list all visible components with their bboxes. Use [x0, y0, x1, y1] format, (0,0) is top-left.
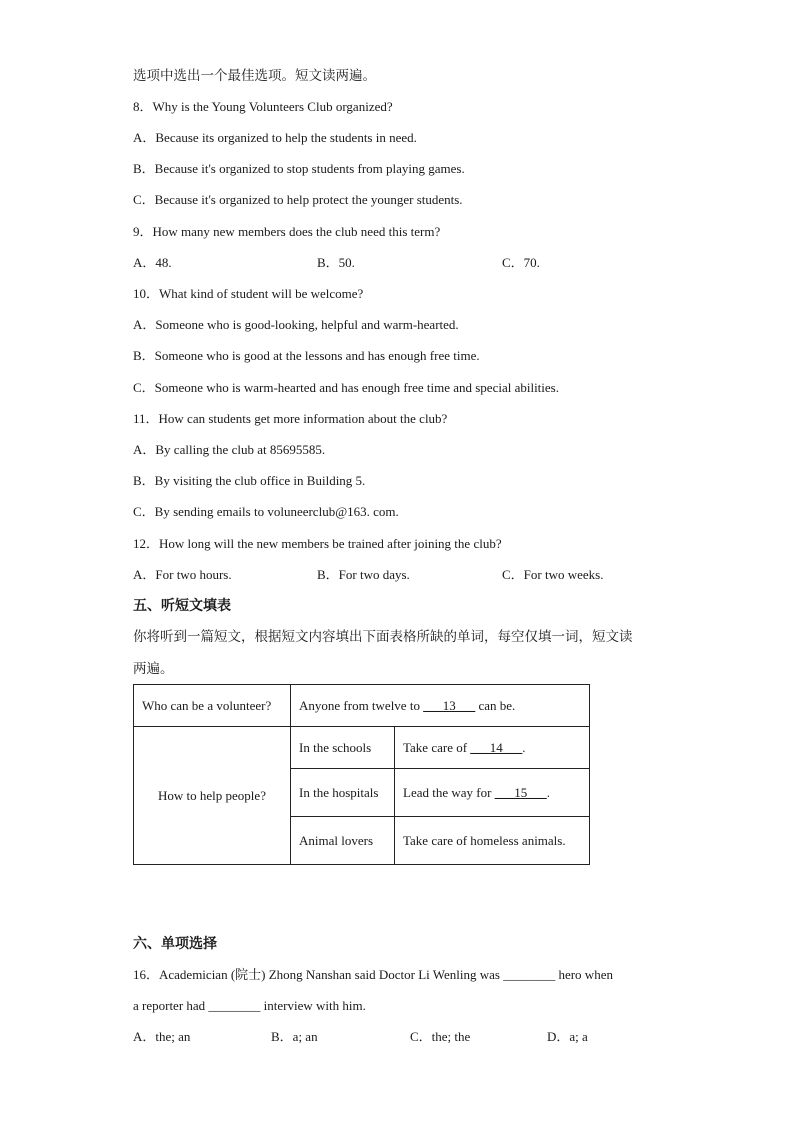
answer-text-before: Take care of: [403, 739, 471, 755]
question-11-option-c: C．By sending emails to voluneerclub@163. com.: [133, 504, 399, 519]
question-8-option-b: B．Because it's organized to stop students from playing games.: [133, 161, 465, 176]
answer-text-before: Anyone from twelve to: [299, 697, 424, 713]
question-8-stem: 8．Why is the Young Volunteers Club organized?: [133, 99, 393, 114]
section-5-title: 五、听短文填表: [133, 598, 231, 614]
section-5-instruction-line-2: 两遍。: [133, 661, 174, 677]
answer-text-after: .: [522, 739, 526, 755]
table-cell-how-label: How to help people?: [134, 727, 291, 865]
question-16-option-d: D．a; a: [547, 1029, 588, 1044]
table-cell-who-answer: [291, 685, 590, 727]
answer-text-before: Lead the way for: [403, 784, 495, 800]
question-9-stem: 9．How many new members does the club need this term?: [133, 224, 441, 239]
answer-text-before: Take care of homeless animals.: [403, 832, 566, 848]
question-10-option-a: A．Someone who is good-looking, helpful and warm-hearted.: [133, 317, 459, 332]
question-10-stem: 10．What kind of student will be welcome?: [133, 286, 364, 301]
question-9-option-a: A．48.: [133, 255, 172, 270]
answer-blank-13: ___13___: [423, 697, 476, 713]
question-12-option-a: A．For two hours.: [133, 567, 232, 582]
question-12-stem: 12．How long will the new members be trained after joining the club?: [133, 536, 502, 551]
table-cell-action: [395, 769, 590, 817]
question-12-option-c: C．For two weeks.: [502, 567, 604, 582]
question-8-option-c: C．Because it's organized to help protect the younger students.: [133, 192, 463, 207]
table-cell-action: [395, 817, 590, 865]
fill-in-table: [133, 684, 590, 865]
question-11-option-b: B．By visiting the club office in Building 5.: [133, 473, 366, 488]
question-12-option-b: B．For two days.: [317, 567, 410, 582]
question-16-line-2: a reporter had ________ interview with him.: [133, 998, 366, 1013]
section-6-title: 六、单项选择: [133, 936, 217, 952]
intro-tail: 选项中选出一个最佳选项。短文读两遍。: [133, 68, 376, 84]
question-9-option-c: C．70.: [502, 255, 540, 270]
question-16-option-a: A．the; an: [133, 1029, 191, 1044]
table-cell-action: [395, 727, 590, 769]
question-10-option-c: C．Someone who is warm-hearted and has enough free time and special abilities.: [133, 380, 559, 395]
answer-blank-14: ___14___: [470, 739, 523, 755]
question-10-option-b: B．Someone who is good at the lessons and has enough free time.: [133, 348, 480, 363]
question-11-option-a: A．By calling the club at 85695585.: [133, 442, 326, 457]
table-cell-who-label: Who can be a volunteer?: [134, 685, 291, 727]
question-16-option-b: B．a; an: [271, 1029, 318, 1044]
question-11-stem: 11．How can students get more information about the club?: [133, 411, 448, 426]
answer-text-after: can be.: [475, 697, 516, 713]
question-8-option-a: A．Because its organized to help the students in need.: [133, 130, 417, 145]
table-cell-place: Animal lovers: [291, 817, 395, 865]
table-cell-place: In the schools: [291, 727, 395, 769]
question-16-line-1: 16．Academician (院士) Zhong Nanshan said Doctor Li Wenling was ________ hero when: [133, 967, 613, 982]
question-9-option-b: B．50.: [317, 255, 355, 270]
question-16-option-c: C．the; the: [410, 1029, 471, 1044]
answer-blank-15: ___15___: [494, 784, 547, 800]
answer-text-after: .: [546, 784, 550, 800]
table-cell-place: In the hospitals: [291, 769, 395, 817]
section-5-instruction-line-1: 你将听到一篇短文，根据短文内容填出下面表格所缺的单词，每空仅填一词，短文读: [133, 629, 633, 645]
